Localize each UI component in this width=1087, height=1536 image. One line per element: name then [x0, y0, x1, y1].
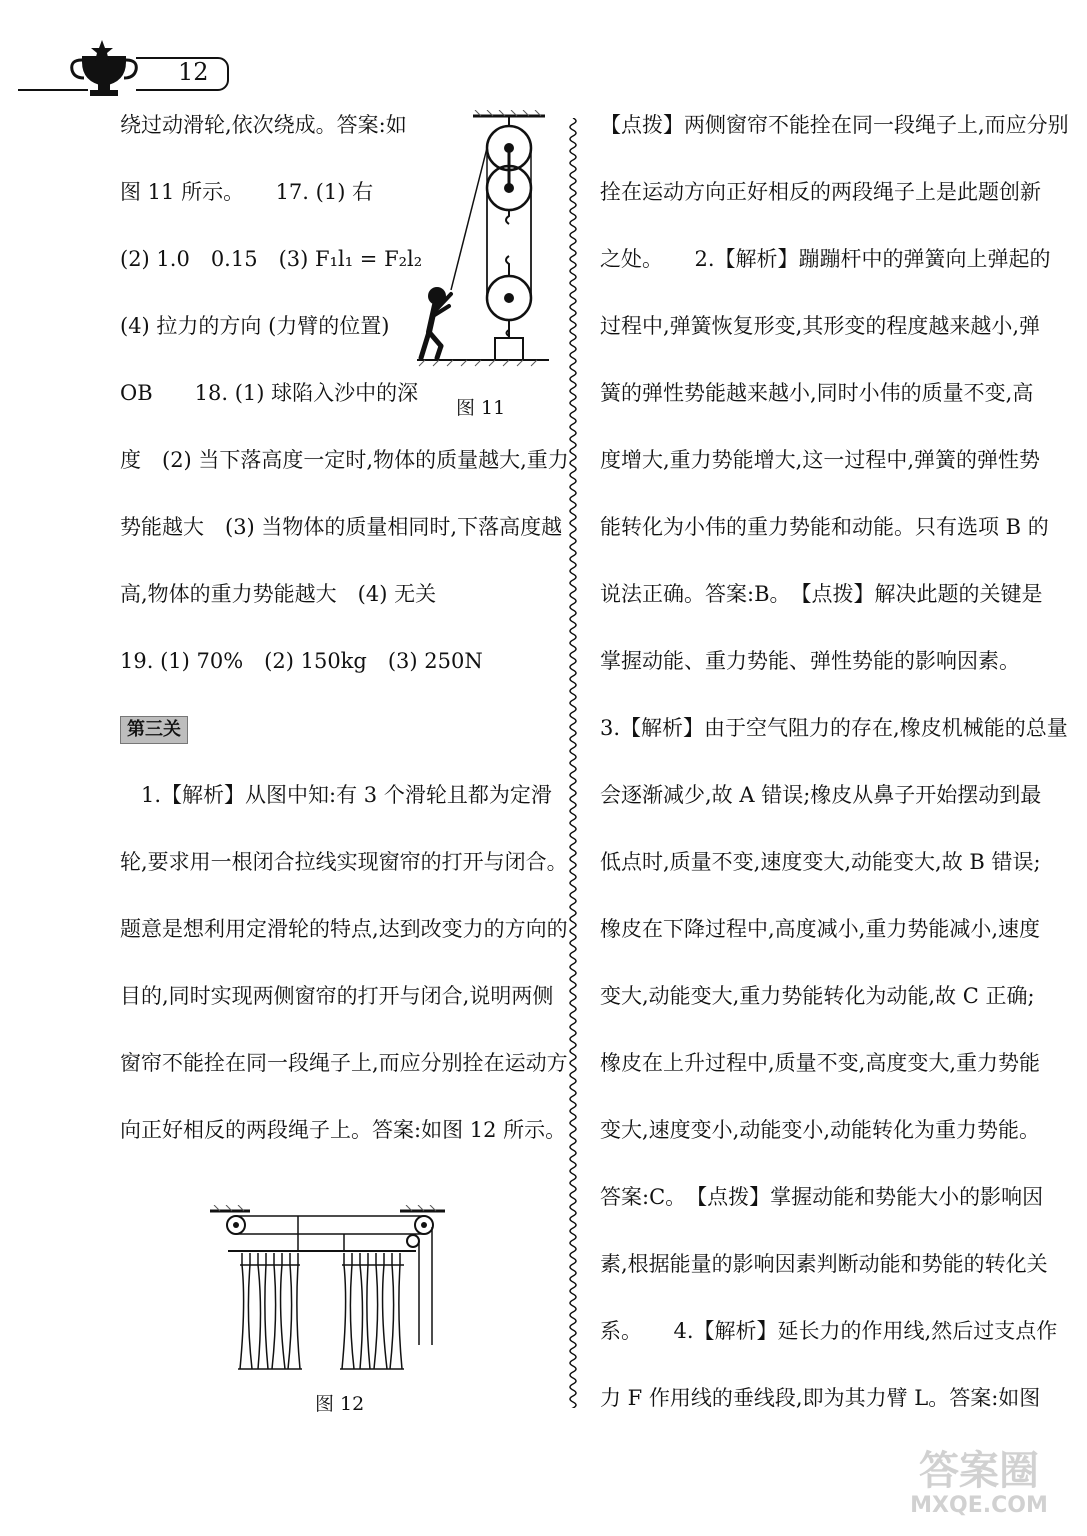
stick-figure-icon [421, 287, 451, 358]
text-line: 橡皮在下降过程中,高度减小,重力势能减小,速度 [600, 917, 1041, 941]
text-line: 1.【解析】从图中知:有 3 个滑轮且都为定滑 [120, 783, 552, 807]
watermark-big-text: 答案圈 [919, 1448, 1039, 1494]
column-divider [563, 118, 583, 1408]
text-line: 向正好相反的两段绳子上。答案:如图 12 所示。 [120, 1118, 567, 1142]
figure-11-pulley-system [405, 110, 555, 372]
text-line: 橡皮在上升过程中,质量不变,高度变大,重力势能 [600, 1051, 1041, 1075]
text-line: 目的,同时实现两侧窗帘的打开与闭合,说明两侧 [120, 984, 554, 1008]
text-line: 之处。 2.【解析】蹦蹦杆中的弹簧向上弹起的 [600, 247, 1051, 271]
text-line: 答案:C。 【点拨】掌握动能和势能大小的影响因 [600, 1185, 1044, 1209]
section-label: 第三关 [120, 716, 188, 744]
text-line: 会逐渐减少,故 A 错误;橡皮从鼻子开始摆动到最 [600, 783, 1042, 807]
right-column [600, 92, 1069, 1432]
figure-12-caption: 图 12 [315, 1393, 365, 1415]
text-line: 轮,要求用一根闭合拉线实现窗帘的打开与闭合。 [120, 850, 568, 874]
text-line: 高,物体的重力势能越大 (4) 无关 [120, 582, 437, 606]
text-line: 势能越大 (3) 当物体的质量相同时,下落高度越 [120, 515, 563, 539]
text-line: 过程中,弹簧恢复形变,其形变的程度越来越小,弹 [600, 314, 1041, 338]
text-line: 说法正确。答案:B。 【点拨】解决此题的关键是 [600, 582, 1043, 606]
text-line: (4) 拉力的方向 (力臂的位置) [120, 314, 390, 338]
figure-12-curtain-pulleys [210, 1205, 445, 1373]
text-line: 力 F 作用线的垂线段,即为其力臂 L。答案:如图 [600, 1386, 1041, 1410]
text-line: 度 (2) 当下落高度一定时,物体的质量越大,重力 [120, 448, 569, 472]
text-line: 掌握动能、重力势能、弹性势能的影响因素。 [600, 649, 1020, 673]
text-line: 绕过动滑轮,依次绕成。答案:如 [120, 113, 407, 137]
text-line: 窗帘不能拴在同一段绳子上,而应分别拴在运动方 [120, 1051, 568, 1075]
text-line: 【点拨】两侧窗帘不能拴在同一段绳子上,而应分别 [600, 113, 1069, 137]
left-curtain [238, 1253, 302, 1369]
text-line: 3.【解析】由于空气阻力的存在,橡皮机械能的总量 [600, 716, 1068, 740]
text-line: 图 11 所示。 17. (1) 右 [120, 180, 374, 204]
figure-11-caption: 图 11 [456, 397, 506, 419]
text-line: 素,根据能量的影响因素判断动能和势能的转化关 [600, 1252, 1048, 1276]
text-line: 系。 4.【解析】延长力的作用线,然后过支点作 [600, 1319, 1058, 1343]
text-line: 拴在运动方向正好相反的两段绳子上是此题创新 [600, 180, 1041, 204]
text-line: 变大,动能变大,重力势能转化为动能,故 C 正确; [600, 984, 1035, 1008]
text-line: (2) 1.0 0.15 (3) F₁l₁ = F₂l₂ [120, 247, 423, 271]
text-line: 19. (1) 70% (2) 150kg (3) 250N [120, 649, 483, 673]
section-heading-row [120, 695, 560, 762]
right-curtain [340, 1253, 404, 1369]
watermark-logo [889, 1438, 1069, 1518]
watermark-small-text: MXQE.COM [910, 1493, 1048, 1518]
trophy-icon [72, 40, 137, 96]
text-line: 题意是想利用定滑轮的特点,达到改变力的方向的 [120, 917, 568, 941]
page-number: 12 [178, 58, 209, 86]
text-line: 能转化为小伟的重力势能和动能。只有选项 B 的 [600, 515, 1049, 539]
text-line: 变大,速度变小,动能变小,动能转化为重力势能。 [600, 1118, 1041, 1142]
text-line: 度增大,重力势能增大,这一过程中,弹簧的弹性势 [600, 448, 1041, 472]
text-line: 低点时,质量不变,速度变大,动能变大,故 B 错误; [600, 850, 1041, 874]
text-line: OB 18. (1) 球陷入沙中的深 [120, 381, 419, 405]
text-line: 簧的弹性势能越来越小,同时小伟的质量不变,高 [600, 381, 1034, 405]
